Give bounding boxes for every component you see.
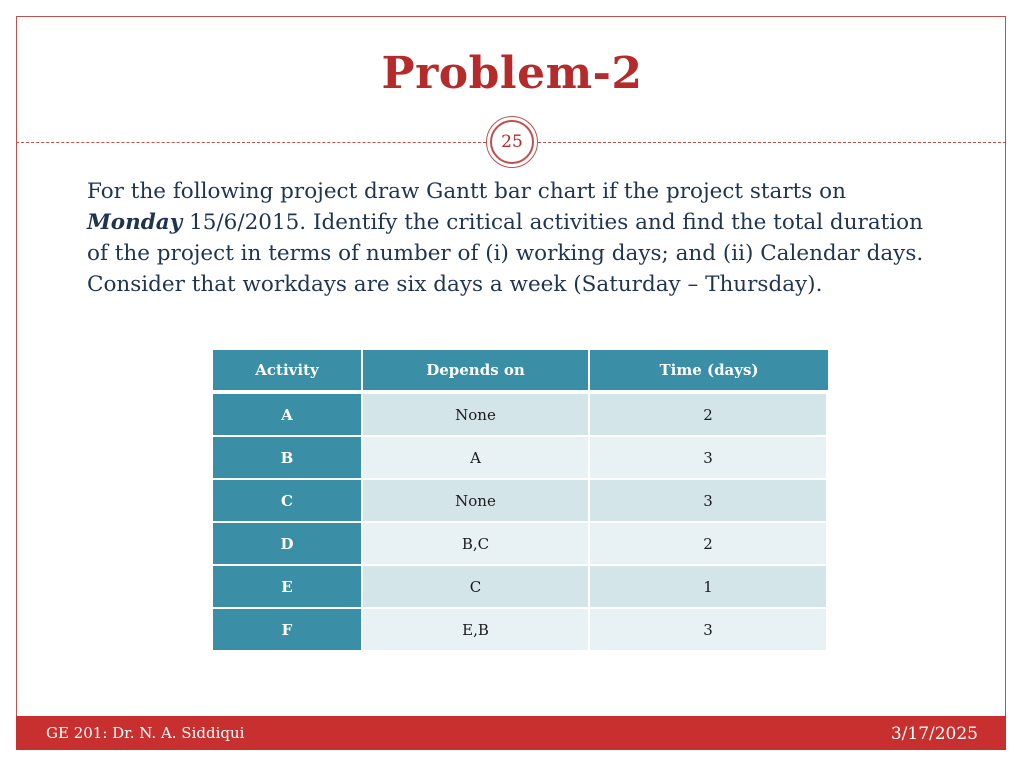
- header-activity: Activity: [213, 350, 363, 394]
- depends-cell: None: [363, 394, 590, 437]
- table-row: [213, 437, 828, 480]
- table-row: [213, 480, 828, 523]
- table-row: [213, 523, 828, 566]
- problem-statement: [87, 176, 987, 300]
- problem-line-3: of the project in terms of number of (i) working days; and (ii) Calendar days.: [87, 241, 924, 266]
- time-cell: 3: [590, 480, 828, 523]
- activity-table: [213, 350, 828, 652]
- problem-line-4: Consider that workdays are six days a week (Saturday – Thursday).: [87, 272, 823, 297]
- activity-cell: A: [213, 394, 363, 437]
- footer-date: 3/17/2025: [890, 724, 978, 744]
- activity-cell: F: [213, 609, 363, 652]
- slide-number-badge: [486, 116, 538, 168]
- problem-line-1: For the following project draw Gantt bar chart if the project starts on: [87, 179, 846, 204]
- table-row: [213, 566, 828, 609]
- footer-course-label: GE 201: Dr. N. A. Siddiqui: [46, 724, 245, 742]
- header-time-days: Time (days): [590, 350, 828, 394]
- depends-cell: None: [363, 480, 590, 523]
- slide-number: 25: [490, 120, 534, 164]
- depends-cell: A: [363, 437, 590, 480]
- slide-title: Problem-2: [381, 48, 643, 99]
- footer-bar: [16, 716, 1006, 750]
- activity-cell: E: [213, 566, 363, 609]
- time-cell: 2: [590, 394, 828, 437]
- start-day-emphasis: Monday: [87, 210, 183, 235]
- time-cell: 1: [590, 566, 828, 609]
- time-cell: 3: [590, 437, 828, 480]
- time-cell: 2: [590, 523, 828, 566]
- depends-cell: E,B: [363, 609, 590, 652]
- table-row: [213, 394, 828, 437]
- time-cell: 3: [590, 609, 828, 652]
- table-header-row: [213, 350, 828, 394]
- activity-cell: D: [213, 523, 363, 566]
- activity-cell: B: [213, 437, 363, 480]
- depends-cell: C: [363, 566, 590, 609]
- title-divider-left: [16, 142, 486, 143]
- header-depends-on: Depends on: [363, 350, 590, 394]
- depends-cell: B,C: [363, 523, 590, 566]
- table-row: [213, 609, 828, 652]
- title-divider-right: [538, 142, 1006, 143]
- activity-cell: C: [213, 480, 363, 523]
- problem-line-2-rest: 15/6/2015. Identify the critical activities and find the total duration: [182, 210, 923, 235]
- problem-line-2: [87, 207, 987, 238]
